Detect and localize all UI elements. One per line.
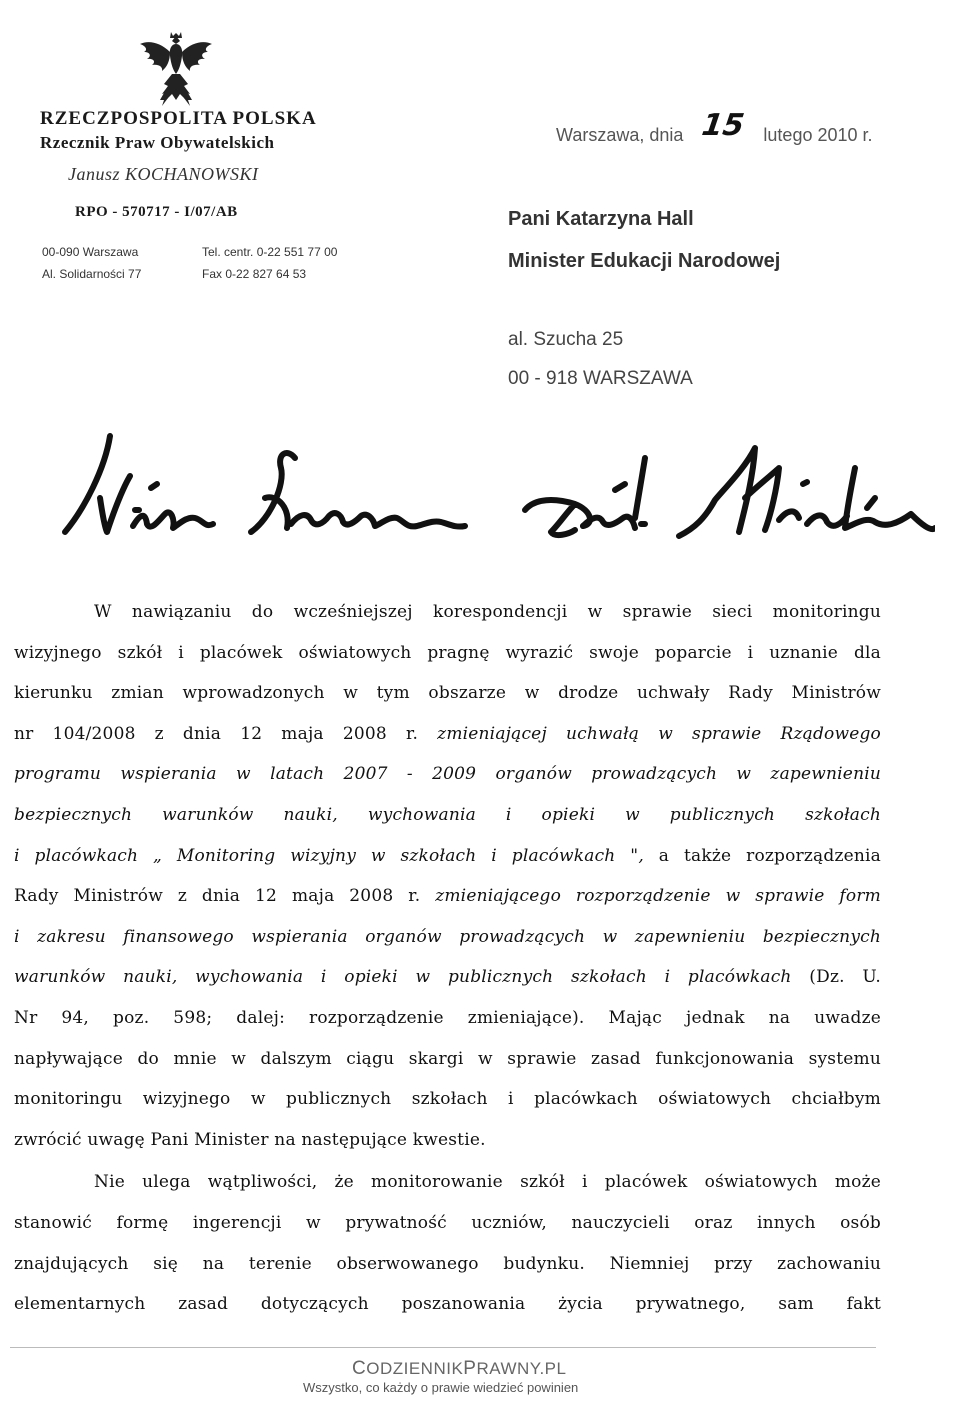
body-line: zwrócić uwagę Pani Minister na następujące kwestie. [14, 1129, 486, 1150]
salutation-drawing [55, 428, 935, 568]
letter-date [556, 108, 873, 149]
recipient-name: Pani Katarzyna Hall [508, 208, 694, 230]
org-name: RZECZPOSPOLITA POLSKA [40, 108, 317, 129]
date-suffix: lutego 2010 r. [763, 125, 873, 145]
sender-address-line1 [42, 245, 338, 259]
footer-divider [10, 1347, 876, 1348]
date-day-handwritten: 15 [700, 108, 747, 143]
recipient-city: 00 - 918 WARSZAWA [508, 368, 693, 389]
body-line: kierunku zmian wprowadzonych w tym obszarze w drodze uchwały Rady Ministrów [14, 683, 881, 704]
body-line: znajdujących się na terenie obserwowanego budynku. Niemniej przy zachowaniu [14, 1253, 881, 1274]
eagle-emblem-icon [138, 30, 214, 110]
body-line: bezpiecznych warunków nauki, wychowania i opieki w publicznych szkołach [14, 804, 881, 825]
body-line: stanowić formę ingerencji w prywatność uczniów, nauczycieli oraz innych osób [14, 1212, 881, 1233]
body-line: programu wspierania w latach 2007 - 2009 organów prowadzących w zapewnieniu [14, 764, 881, 785]
recipient-street: al. Szucha 25 [508, 329, 624, 350]
body-line: napływające do mnie w dalszym ciągu skargi w sprawie zasad funkcjonowania systemu [14, 1048, 881, 1069]
body-line: W nawiązaniu do wcześniejszej korespondencji w sprawie sieci monitoringu [94, 602, 881, 622]
fax-number: Fax 0-22 827 64 53 [202, 267, 307, 281]
body-line: Rady Ministrów z dnia 12 maja 2008 r. zmieniającego rozporządzenie w sprawie form [14, 886, 881, 907]
office-name: Rzecznik Praw Obywatelskich [40, 133, 275, 152]
body-line: i placówkach „ Monitoring wizyjny w szkołach i placówkach ", a także rozporządzenia [14, 845, 881, 866]
postal-city: 00-090 Warszawa [42, 245, 139, 259]
body-line: wizyjnego szkół i placówek oświatowych pragnę wyrazić swoje poparcie i uznanie dla [14, 642, 881, 663]
sender-name: Janusz KOCHANOWSKI [68, 164, 259, 184]
body-line: i zakresu finansowego wspierania organów prowadzących w zapewnieniu bezpiecznych [14, 926, 881, 947]
reference-number: RPO - 570717 - I/07/AB [75, 204, 238, 220]
date-prefix: Warszawa, dnia [556, 125, 684, 145]
sender-address-line2 [42, 267, 307, 281]
body-line: warunków nauki, wychowania i opieki w publicznych szkołach i placówkach (Dz. U. [14, 967, 881, 988]
body-line: nr 104/2008 z dnia 12 maja 2008 r. zmieniającej uchwałą w sprawie Rządowego [14, 723, 881, 744]
footer-tagline: Wszystko, co każdy o prawie wiedzieć powinien [303, 1380, 579, 1395]
footer-brand: CODZIENNIKPRAWNY.PL [352, 1358, 567, 1379]
phone-number: Tel. centr. 0-22 551 77 00 [202, 245, 338, 259]
body-line: monitoringu wizyjnego w publicznych szkołach i placówkach oświatowych chciałbym [14, 1089, 881, 1110]
body-line: Nr 94, poz. 598; dalej: rozporządzenie zmieniające). Mając jednak na uwadze [14, 1007, 881, 1028]
letter-body [14, 592, 881, 1325]
body-line: elementarnych zasad dotyczących poszanowania życia prywatnego, sam fakt [14, 1294, 881, 1315]
recipient-title: Minister Edukacji Narodowej [508, 250, 781, 272]
handwritten-salutation [55, 428, 935, 568]
street-address: Al. Solidarności 77 [42, 267, 142, 281]
body-line: Nie ulega wątpliwości, że monitorowanie szkół i placówek oświatowych może [94, 1172, 881, 1193]
